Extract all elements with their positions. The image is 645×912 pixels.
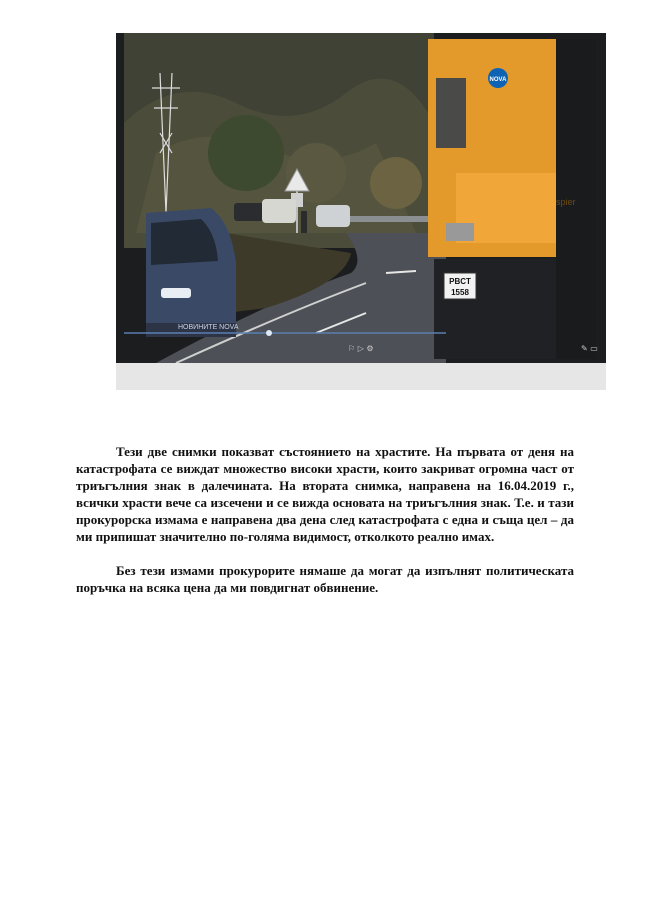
svg-text:NOVA: NOVA: [489, 77, 507, 83]
news-photo: [116, 33, 606, 390]
news-watermark: НОВИНИТЕ NOVA: [178, 324, 239, 331]
plate-bottom: 1558: [451, 288, 469, 297]
plate-top: PBCT: [449, 277, 471, 286]
truck-brand: spier: [556, 197, 576, 207]
blue-car: [146, 208, 236, 337]
progress-handle[interactable]: [266, 330, 272, 336]
photo-scene: [116, 33, 606, 390]
paragraph-1: Тези две снимки показват състоянието на храстите. На първата от деня на катастрофата се виждат множество високи храсти, които закриват огромна част от триъгълния знак в далечината. На втората снимка, направена на 16.04.2019 г., всички храсти вече са изсечени и се вижда основата на триъгълния знак. Т.е. и тази прокурорска измама е направена два дена след катастрофата с една и съща цел – да ми припишат значително по-голяма видимост, отколкото реално имах.: [76, 444, 574, 544]
player-controls-icon[interactable]: ⚐ ▷ ⚙: [348, 344, 374, 353]
body-text: [76, 443, 574, 596]
nova-logo-icon: [488, 68, 508, 88]
paragraph-2: Без тези измами прокурорите нямаше да могат да изпълнят политическата поръчка на всяка цена да ми повдигнат обвинение.: [76, 563, 574, 595]
fullscreen-icon[interactable]: ✎ ▭: [581, 344, 598, 353]
